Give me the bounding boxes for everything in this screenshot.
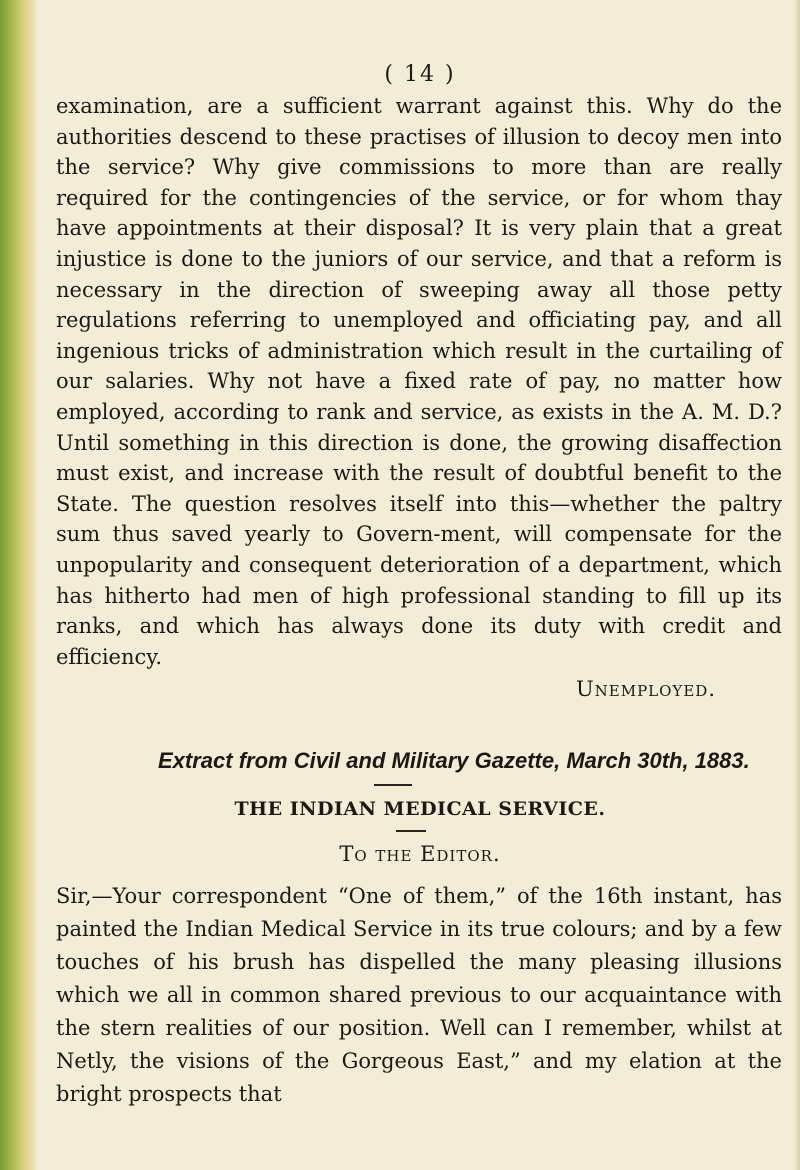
book-page bbox=[52, 62, 788, 1111]
salutation: To the Editor. bbox=[339, 842, 501, 867]
book-binding-edge bbox=[0, 0, 38, 1170]
divider-rule bbox=[374, 784, 412, 786]
extract-letter-body: Sir,—Your correspondent “One of them,” of the 16th instant, has painted the Indian Medical Service in its true colours; and by a few touches of his brush has dispelled the many pleasing illusions which we all in common shared previous to our acquaintance with the stern realities of our position. Well can I remember, whilst at Netly, the visions of the Gorgeous East,” and my elation at the bright prospects that bbox=[56, 884, 782, 1107]
divider-rule-small bbox=[396, 830, 426, 832]
section-title: THE INDIAN MEDICAL SERVICE. bbox=[234, 798, 606, 821]
letter-signature: Unemployed. bbox=[575, 677, 716, 702]
extract-source: Extract from Civil and Military Gazette, March 30th, 1883. bbox=[158, 748, 750, 774]
page-number: ( 14 ) bbox=[384, 62, 456, 87]
letter-body: examination, are a sufficient warrant against this. Why do the authorities descend to these practises of illusion to decoy men into the service? Why give commissions to more than are really required for the contingencies of the service, or for whom thay have appointments at their disposal? It is very plain that a great injustice is done to the juniors of our service, and that a reform is necessary in the direction of sweeping away all those petty regulations referring to unemployed and officiating pay, and all ingenious tricks of administration which result in the curtailing of our salaries. Why not have a fixed rate of pay, no matter how employed, according to rank and service, as exists in the A. M. D.? Until something in this direction is done, the growing disaffection must exist, and increase with the result of doubtful benefit to the State. The question resolves itself into this—whether the paltry sum thus saved yearly to Govern-ment, will compensate for the unpopularity and consequent deterioration of a department, which has hitherto had men of high professional standing to fill up its ranks, and which has always done its duty with credit and efficiency. bbox=[56, 94, 782, 669]
page-right-edge bbox=[794, 0, 800, 1170]
